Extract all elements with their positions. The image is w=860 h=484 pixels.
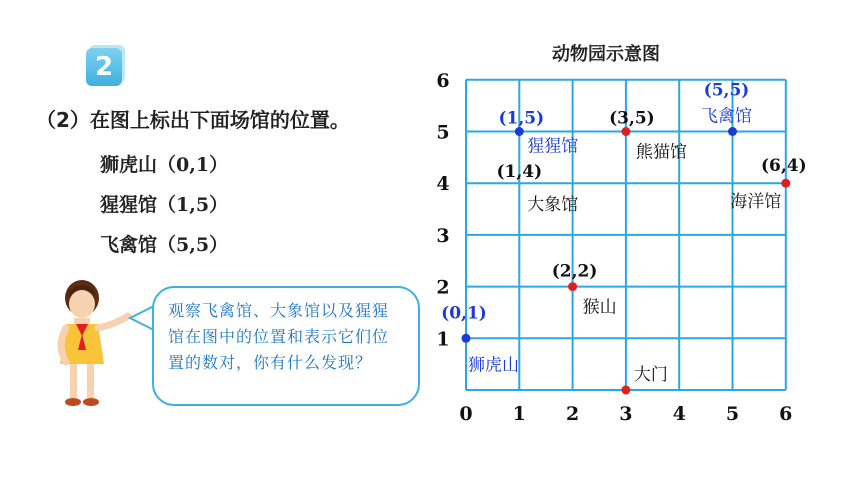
place-name: 猴山 [582, 297, 617, 318]
place-name: 狮虎山 [468, 355, 519, 376]
place-coordinate: (6,4) [760, 156, 807, 177]
speech-bubble-text: 观察飞禽馆、大象馆以及猩猩馆在图中的位置和表示它们位置的数对，你有什么发现？ [168, 301, 390, 372]
place-name: 飞禽馆 [701, 106, 752, 127]
map-title: 动物园示意图 [552, 44, 660, 65]
problem-number-badge: 2 [86, 48, 122, 86]
venue-name: 猩猩馆 [100, 194, 158, 216]
x-tick-label: 6 [779, 403, 793, 425]
question-text: （2）在图上标出下面场馆的位置。 [36, 108, 350, 132]
y-tick-label: 6 [436, 69, 450, 92]
place-coordinate: (1,4) [496, 162, 543, 183]
venue-coord: （0,1） [157, 154, 229, 176]
place-marker [621, 386, 630, 395]
venue-name: 飞禽馆 [100, 234, 158, 256]
y-tick-label: 4 [436, 173, 450, 196]
place-name: 海洋馆 [730, 192, 782, 213]
venue-coord: （5,5） [157, 234, 229, 256]
place-coordinate: (2,2) [551, 261, 598, 282]
y-tick-label: 2 [436, 276, 450, 299]
y-tick-label: 1 [436, 328, 450, 351]
place-name: 大象馆 [527, 195, 579, 216]
place-coordinate: (0,1) [441, 303, 487, 324]
x-tick-label: 1 [512, 403, 526, 425]
place-marker [568, 282, 577, 291]
place-coordinate: (5,5) [703, 80, 750, 101]
x-tick-label: 2 [565, 403, 580, 425]
venue-name: 狮虎山 [100, 154, 158, 176]
place-coordinate: (1,5) [498, 108, 545, 129]
place-name: 大门 [633, 365, 668, 385]
y-tick-label: 3 [436, 224, 450, 247]
x-tick-label: 3 [619, 403, 633, 425]
place-name: 熊猫馆 [635, 142, 687, 163]
place-coordinate: (3,5) [609, 108, 655, 129]
place-name: 猩猩馆 [527, 136, 579, 157]
place-marker [728, 127, 737, 136]
x-tick-label: 0 [459, 403, 473, 425]
venue-coord: （1,5） [157, 194, 229, 216]
x-tick-label: 4 [672, 403, 686, 425]
y-tick-label: 5 [436, 121, 450, 144]
x-tick-label: 5 [725, 403, 740, 425]
place-marker [462, 334, 471, 343]
place-marker [781, 179, 790, 188]
